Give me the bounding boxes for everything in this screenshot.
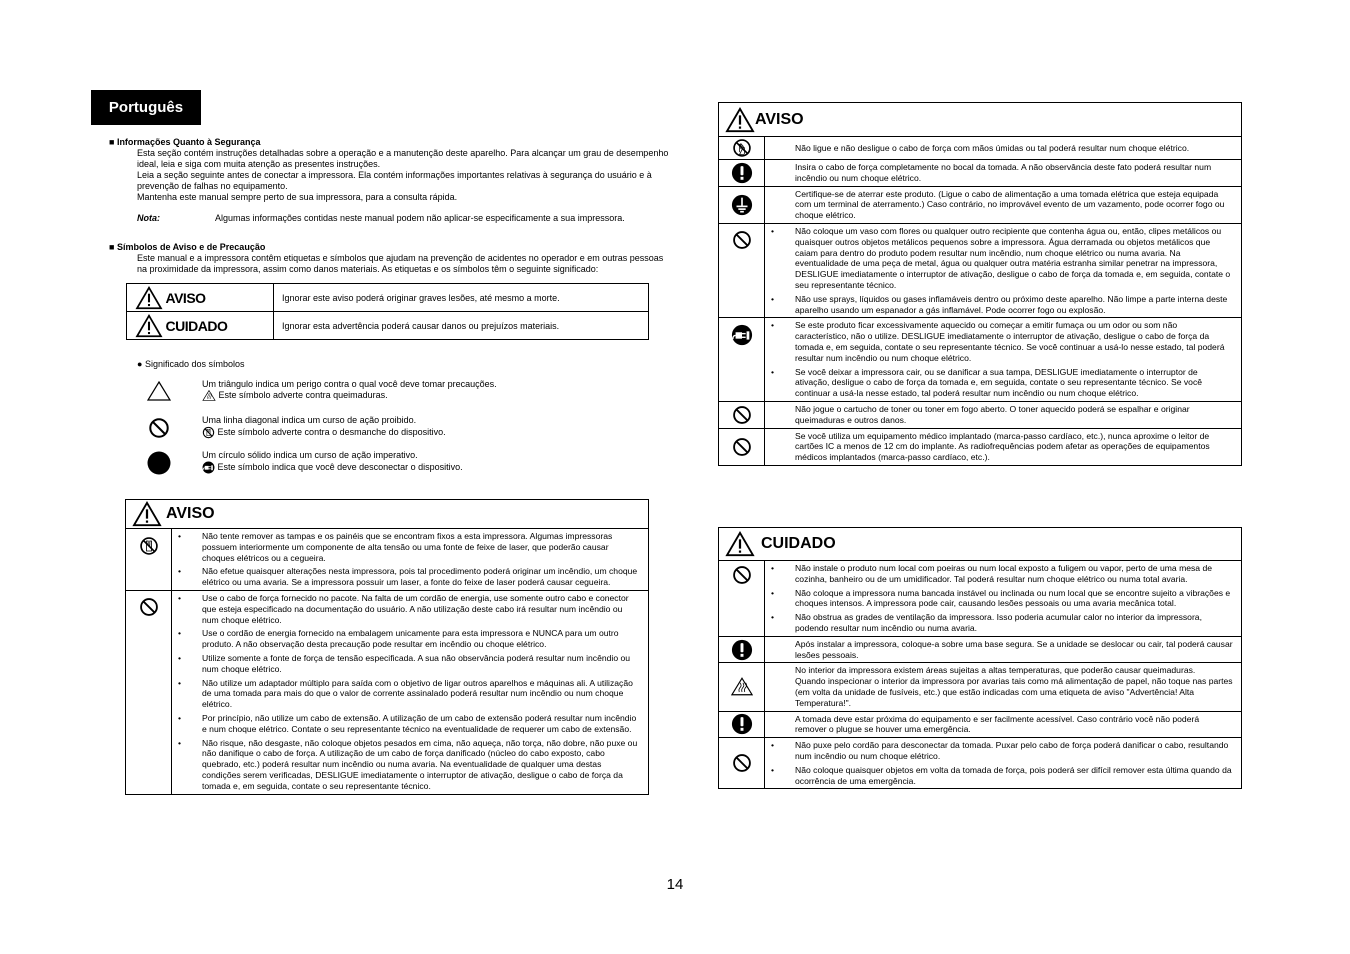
- list-item: • Não coloque um vaso com flores ou qualquer outro recipiente que contenha água ou, então, clipes metálicos ou quaisquer outros objetos metálicos pequenos sobre a impressora. Água derramada ou objetos metálicos que caiam para dentro do produto podem resultar num incêndio, num choque elétrico ou numa avaria. Na eventualidade de uma peça de metal, água ou qualquer outra matéria estranha similar penetrar na impressora, DESLIGUE imediatamente o interruptor de ativação, desligue o cabo de força da tomada e, em seguida, contate o seu representante técnico.: [795, 226, 1233, 291]
- note-text: Algumas informações contidas neste manual podem não aplicar-se especificamente a sua impressora.: [215, 213, 625, 223]
- aviso-right-row4-icon-cell: [719, 223, 765, 317]
- mandatory-icon: [731, 162, 753, 184]
- aviso-left-row1: [126, 529, 649, 591]
- cuidado-right-row1-icon-cell: [719, 561, 765, 637]
- no-disassembly-icon: [139, 536, 159, 556]
- aviso-left-title: AVISO: [166, 505, 215, 522]
- list-item: • Use o cordão de energia fornecido na embalagem unicamente para esta impressora e NUNCA para um outro produto. A não observação desta precaução pode resultar em incêndio ou choque elétrico.: [202, 628, 640, 650]
- aviso-right-row7: [719, 428, 1242, 465]
- mandatory-meaning-line2: [202, 461, 463, 474]
- triangle-meaning: [202, 379, 497, 401]
- aviso-right-row1-text: Não ligue e não desligue o cabo de força com mãos úmidas ou tal poderá resultar num choque elétrico.: [765, 137, 1242, 160]
- signal-row-aviso: [127, 284, 649, 312]
- aviso-right-header: [719, 103, 1242, 137]
- aviso-right-row2-icon-cell: [719, 160, 765, 187]
- mandatory-icon: [731, 639, 753, 661]
- list-item: • Não coloque quaisquer objetos em volta da tomada de força, pois poderá ser difícil remover esta última quando da ocorrência de uma emergência.: [795, 765, 1233, 787]
- aviso-right-row7-text: Se você utiliza um equipamento médico implantado (marca-passo cardíaco, etc.), nunca aproxime o leitor de cartões IC a menos de 12 cm do implante. As radiofrequências podem afetar as operações de equipamentos médicos implantados (marca-passo cardíaco, etc.).: [765, 428, 1242, 465]
- cuidado-right-row3-text-a: No interior da impressora existem áreas sujeitas a altas temperaturas, que poderão causar queimaduras.: [795, 665, 1196, 676]
- symbol-meanings-heading-text: Significado dos símbolos: [144, 359, 245, 369]
- cuidado-table-right: [718, 527, 1242, 789]
- cuidado-right-row1-text: [765, 561, 1242, 637]
- cuidado-right-row4-icon-cell: [719, 711, 765, 738]
- symbols-heading: ■ Símbolos de Aviso e de Precaução: [109, 242, 266, 252]
- aviso-right-row6: [719, 401, 1242, 428]
- symbols-body: Este manual e a impressora contêm etiquetas e símbolos que ajudam na prevenção de acidentes no operador e em outras pessoas na proximidade da impressora, assim como danos materiais. As etiquetas e os símbolos têm o seguinte significado:: [137, 253, 664, 274]
- aviso-right-row4-text: [765, 223, 1242, 317]
- list-item: • Não efetue quaisquer alterações nesta impressora, pois tal procedimento poderá originar um incêndio, um choque elétrico ou uma avaria. Se a impressora possuir um laser, a fonte do feixe de laser poderá causar cegueira.: [202, 566, 640, 588]
- hot-surface-icon: [731, 677, 753, 696]
- cuidado-right-row3-text: [765, 663, 1242, 711]
- aviso-right-row7-icon-cell: [719, 428, 765, 465]
- list-item: • Não use sprays, líquidos ou gases inflamáveis dentro ou próximo deste aparelho. Não limpe a parte interna deste aparelho usando um espanador a gás inflamável. Pode ocorrer fogo ou explosão.: [795, 294, 1233, 316]
- mandatory-meaning-line2-text: Este símbolo indica que você deve desconectar o dispositivo.: [217, 461, 463, 472]
- list-item: • Se você deixar a impressora cair, ou se danificar a sua tampa, DESLIGUE imediatamente o interruptor de ativação, desligue o cabo de força da tomada e, em seguida, contate o seu representante técnico. Se você continuar a usá-la nesse estado, tal poderá resultar num incêndio ou num choque elétrico.: [795, 367, 1233, 399]
- aviso-left-header: [126, 500, 649, 529]
- unplug-icon: [202, 461, 215, 474]
- page-number: 14: [666, 876, 684, 893]
- aviso-right-row3-text: Certifique-se de aterrar este produto. (Ligue o cabo de alimentação a uma tomada elétrica que esteja equipada com um terminal de aterramento.) Caso contrário, no improvável evento de um vazamento, pode ocorrer fogo ou choque elétrico.: [765, 186, 1242, 223]
- warning-icon: [132, 501, 162, 527]
- cuidado-right-row3-icon-cell: [719, 663, 765, 711]
- no-wet-hands-icon: [732, 138, 752, 158]
- aviso-table-left: [125, 499, 649, 795]
- cuidado-right-row3: [719, 663, 1242, 711]
- warning-icon: [725, 531, 755, 557]
- aviso-right-row2: [719, 160, 1242, 187]
- list-item: • Utilize somente a fonte de força de tensão especificada. A sua não observância poderá resultar num incêndio ou num choque elétrico.: [202, 653, 640, 675]
- note-label: Nota:: [137, 213, 160, 223]
- prohibition-meaning-line2-text: Este símbolo adverte contra o desmanche do dispositivo.: [217, 426, 446, 437]
- safety-info-heading: ■ Informações Quanto à Segurança: [109, 137, 261, 147]
- aviso-right-row1-icon-cell: [719, 137, 765, 160]
- aviso-right-title: AVISO: [755, 110, 804, 128]
- warning-icon: [725, 107, 755, 133]
- aviso-left-row1-text: [172, 529, 649, 591]
- aviso-right-row5-icon-cell: [719, 318, 765, 402]
- cuidado-right-row2: [719, 636, 1242, 663]
- cuidado-right-row4-text: A tomada deve estar próxima do equipamento e ser facilmente acessível. Caso contrário você não poderá remover o plugue se houver uma emergência.: [765, 711, 1242, 738]
- signal-cuidado-label: CUIDADO: [165, 317, 228, 334]
- warning-icon: [135, 286, 163, 310]
- safety-info-p1: Esta seção contém instruções detalhadas sobre a operação e a manutenção deste aparelho. Para alcançar um grau de desempenho ideal, leia e siga com muita atenção as presentes instruções.: [137, 148, 669, 169]
- cuidado-right-row5: [719, 738, 1242, 789]
- aviso-right-row1: [719, 137, 1242, 160]
- list-item: • Não tente remover as tampas e os painéis que se encontram fixos a esta impressora. Algumas impressoras possuem interiormente um componente de alta tensão ou uma fonte de feixe de laser, que poderão causar choques elétricos ou a cegueira.: [202, 531, 640, 563]
- prohibition-meaning-line1: Uma linha diagonal indica um curso de ação proibido.: [202, 415, 417, 425]
- prohibition-icon: [732, 230, 752, 250]
- aviso-left-row2-icon-cell: [126, 590, 172, 794]
- cuidado-right-header: [719, 528, 1242, 561]
- aviso-left-row1-icon-cell: [126, 529, 172, 591]
- list-item: • Não instale o produto num local com poeiras ou num local exposto a fuligem ou vapor, perto de uma mesa de cozinha, banheiro ou de um umidificador. Tal poderá resultar num choque elétrico ou numa total avaria.: [795, 563, 1233, 585]
- triangle-meaning-line2: [202, 390, 497, 401]
- safety-info-heading-text: Informações Quanto à Segurança: [116, 137, 261, 147]
- warning-icon: [135, 314, 163, 338]
- aviso-right-row5-text: [765, 318, 1242, 402]
- aviso-left-row2: [126, 590, 649, 794]
- cuidado-right-header-cell: [719, 528, 1242, 561]
- symbol-meanings-heading: ● Significado dos símbolos: [137, 359, 245, 369]
- signal-cuidado-text: Ignorar esta advertência poderá causar danos ou prejuízos materiais.: [274, 312, 649, 340]
- list-item: • Não coloque a impressora numa bancada instável ou inclinada ou num local que se encontre sujeito a vibrações e choques intensos. A impressora pode cair, causando lesões pessoais ou uma avaria mecânica total.: [795, 588, 1233, 610]
- list-item: • Por princípio, não utilize um cabo de extensão. A utilização de um cabo de extensão poderá resultar num incêndio e num choque elétrico. Contate o seu representante técnico na eventualidade de requerer um cabo de extensão.: [202, 713, 640, 735]
- unplug-icon: [731, 324, 753, 346]
- aviso-right-row6-text: Não jogue o cartucho de toner ou toner em fogo aberto. O toner aquecido poderá se espalhar e originar queimaduras e outros danos.: [765, 401, 1242, 428]
- safety-info-p2: Leia a seção seguinte antes de conectar a impressora. Ela contém informações importantes relativas à segurança do usuário e à prevenção de falhas no equipamento.: [137, 170, 652, 191]
- list-item: • Não utilize um adaptador múltiplo para saída com o objetivo de ligar outros aparelhos e máquinas ali. A utilização de uma tomada para mais do que o valor de corrente assinalado poderá resultar num incêndio ou num choque elétrico.: [202, 678, 640, 710]
- symbols-heading-text: Símbolos de Aviso e de Precaução: [116, 242, 266, 252]
- prohibition-icon: [732, 437, 752, 457]
- safety-info-p3: Mantenha este manual sempre perto de sua impressora, para a consulta rápida.: [137, 192, 458, 202]
- aviso-left-row2-text: [172, 590, 649, 794]
- aviso-right-row3-icon-cell: [719, 186, 765, 223]
- prohibition-icon: [732, 405, 752, 425]
- mandatory-icon: [731, 713, 753, 735]
- list-item: • Não obstrua as grades de ventilação da impressora. Isso poderia acumular calor no interior da impressora, podendo resultar num incêndio ou numa avaria.: [795, 612, 1233, 634]
- prohibition-icon: [732, 753, 752, 773]
- mandatory-meaning-line1: Um círculo sólido indica um curso de ação imperativo.: [202, 450, 418, 460]
- signal-aviso-cell: [127, 284, 274, 312]
- cuidado-right-row2-icon-cell: [719, 636, 765, 663]
- aviso-right-row2-text: Insira o cabo de força completamente no bocal da tomada. A não observância deste fato poderá resultar num incêndio ou num choque elétrico.: [765, 160, 1242, 187]
- aviso-right-row6-icon-cell: [719, 401, 765, 428]
- language-tab: Português: [91, 90, 201, 125]
- prohibition-icon: [139, 597, 159, 617]
- aviso-table-right: [718, 102, 1242, 466]
- aviso-left-header-cell: [126, 500, 649, 529]
- signal-aviso-label: AVISO: [165, 289, 206, 306]
- safety-info-body: [137, 148, 675, 203]
- signal-row-cuidado: [127, 312, 649, 340]
- cuidado-right-row2-text: Após instalar a impressora, coloque-a sobre uma base segura. Se a unidade se deslocar ou cair, tal poderá causar lesões pessoais.: [765, 636, 1242, 663]
- triangle-meaning-line2-text: Este símbolo adverte contra queimaduras.: [218, 390, 388, 400]
- cuidado-right-row1: [719, 561, 1242, 637]
- cuidado-right-title: CUIDADO: [761, 535, 836, 552]
- cuidado-right-row3-text-b: Quando inspecionar o interior da impressora por avarias tais como má alimentação de papel, não toque nas partes (em volta da unidade de fusíveis, etc.) que estão indicadas com uma etiqueta de aviso "Advertência! Alta Temperatura!".: [795, 676, 1233, 708]
- aviso-right-row4: [719, 223, 1242, 317]
- mandatory-meaning: [202, 450, 463, 474]
- prohibition-icon: [732, 565, 752, 585]
- signal-aviso-text: Ignorar este aviso poderá originar graves lesões, até mesmo a morte.: [274, 284, 649, 312]
- prohibition-meaning-line2: [202, 426, 446, 439]
- cuidado-right-row4: [719, 711, 1242, 738]
- signal-word-table: [126, 283, 649, 340]
- triangle-icon: [147, 381, 171, 401]
- list-item: • Se este produto ficar excessivamente aquecido ou começar a emitir fumaça ou um odor ou som não característico, não o utilize. DESLIGUE imediatamente o interruptor de ativação, desligue o cabo de força da tomada e, em seguida, contate o seu representante técnico. Se você continuar a usá-lo nesse estado, tal poderá resultar num incêndio ou num choque elétrico.: [795, 320, 1233, 363]
- cuidado-right-row5-icon-cell: [719, 738, 765, 789]
- list-item: • Não risque, não desgaste, não coloque objetos pesados em cima, não aqueça, não torça, não dobre, não puxe ou não danifique o cabo de força. A utilização de um cabo de força danificado (núcleo do cabo exposto, cabo quebrado, etc.) poderá resultar num incêndio ou numa avaria. Na eventualidade de qualquer uma destas condições serem verificadas, DESLIGUE imediatamente o interruptor de ativação, desligue o cabo de força da tomada e, em seguida, contate o seu representante técnico.: [202, 738, 640, 792]
- signal-cuidado-cell: [127, 312, 274, 340]
- aviso-right-row3: [719, 186, 1242, 223]
- cuidado-right-row5-text: [765, 738, 1242, 789]
- prohibition-meaning: [202, 415, 446, 439]
- no-disassembly-icon: [202, 426, 215, 439]
- triangle-meaning-line1: Um triângulo indica um perigo contra o qual você deve tomar precauções.: [202, 379, 497, 389]
- solid-circle-icon: [147, 451, 171, 475]
- list-item: • Não puxe pelo cordão para desconectar da tomada. Puxar pelo cabo de força poderá danificar o cabo, resultando num incêndio ou num choque elétrico.: [795, 740, 1233, 762]
- list-item: • Use o cabo de força fornecido no pacote. Na falta de um cordão de energia, use somente outro cabo e conector que esteja especificado na documentação do usuário. A não utilização deste cabo irá resultar num incêndio ou num choque elétrico.: [202, 593, 640, 625]
- hot-surface-icon: [202, 390, 216, 401]
- prohibition-icon: [148, 417, 170, 439]
- aviso-right-header-cell: [719, 103, 1242, 137]
- ground-icon: [731, 194, 753, 216]
- aviso-right-row5: [719, 318, 1242, 402]
